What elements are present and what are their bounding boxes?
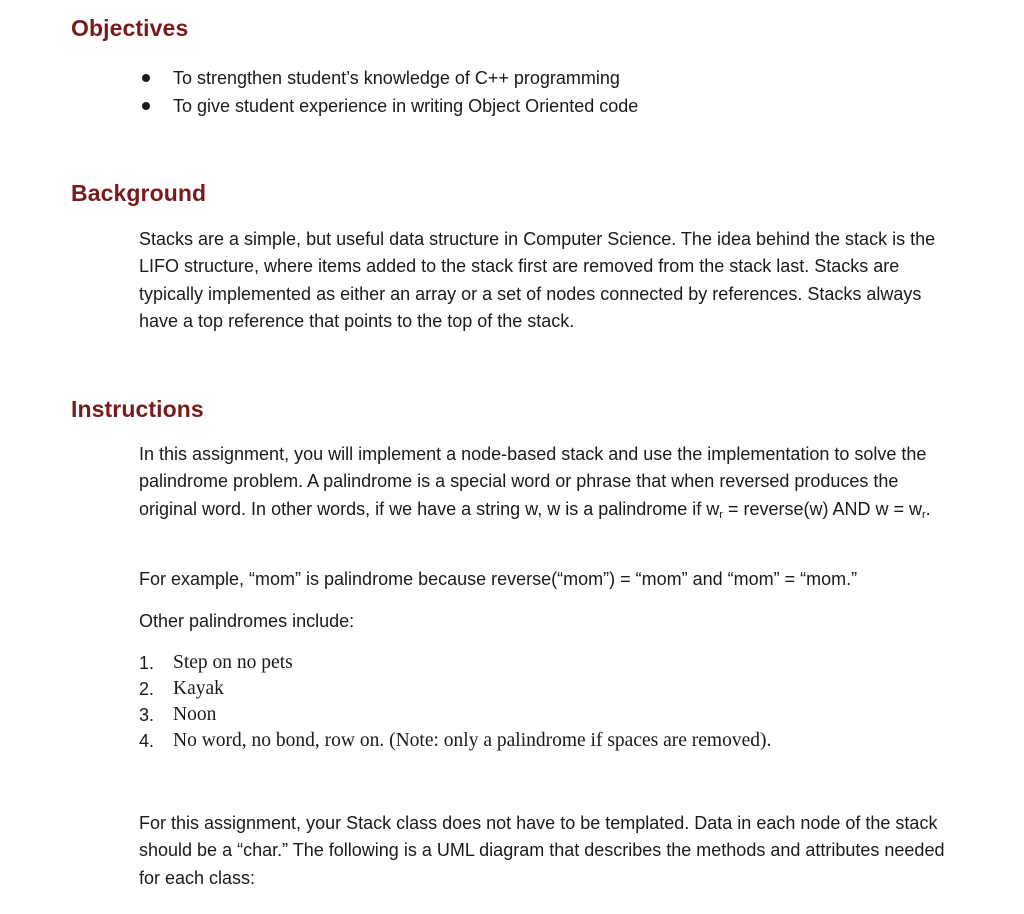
subscript-r: r	[719, 508, 723, 521]
subscript-r: r	[921, 508, 926, 521]
objective-item	[139, 64, 638, 92]
palindrome-text: Kayak	[173, 678, 224, 699]
list-number: 1.	[139, 653, 155, 673]
palindrome-item	[139, 676, 771, 702]
palindrome-text: No word, no bond, row on. (Note: only a palindrome if spaces are removed).	[173, 730, 772, 751]
palindrome-item	[139, 650, 771, 676]
list-number: 2.	[139, 679, 155, 699]
palindrome-text: Noon	[173, 704, 217, 725]
palindrome-item	[139, 728, 771, 754]
instructions-heading: Instructions	[71, 396, 204, 422]
background-paragraph: Stacks are a simple, but useful data structure in Computer Science. The idea behind the stack is the LIFO structure, where items added to the stack first are removed from the stack last. Stacks are typically implemented as either an array or a set of nodes connected by references. Stacks always have a top reference that points to the top of the stack.	[139, 229, 936, 331]
palindrome-item	[139, 702, 771, 728]
objectives-list	[139, 64, 638, 120]
final-paragraph: For this assignment, your Stack class does not have to be templated. Data in each node of the stack should be a “char.” The following is a UML diagram that describes the methods and attributes needed for each class:	[139, 813, 945, 888]
palindrome-text: Step on no pets	[173, 652, 293, 673]
intro-mid-text: = reverse(w) AND w = w	[722, 498, 922, 519]
other-palindromes-label: Other palindromes include:	[139, 611, 355, 631]
list-number: 4.	[139, 731, 155, 751]
objective-text: To strengthen student’s knowledge of C++ programming	[173, 68, 620, 88]
objectives-heading: Objectives	[71, 15, 189, 41]
bullet-icon	[142, 102, 150, 110]
objective-item	[139, 92, 638, 120]
bullet-icon	[142, 74, 150, 82]
example-paragraph: For example, “mom” is palindrome because reverse(“mom”) = “mom” and “mom” = “mom.”	[139, 569, 858, 589]
instructions-intro-paragraph	[139, 441, 959, 523]
intro-end-text: .	[925, 498, 931, 519]
background-heading: Background	[71, 180, 207, 206]
objective-text: To give student experience in writing Object Oriented code	[173, 96, 639, 116]
intro-text: In this assignment, you will implement a node-based stack and use the implementation to solve the palindrome problem. A palindrome is a special word or phrase that when reversed produces the original word. In other words, if we have a string w, w is a palindrome if w	[139, 444, 927, 519]
list-number: 3.	[139, 705, 155, 725]
palindrome-list	[139, 650, 771, 754]
